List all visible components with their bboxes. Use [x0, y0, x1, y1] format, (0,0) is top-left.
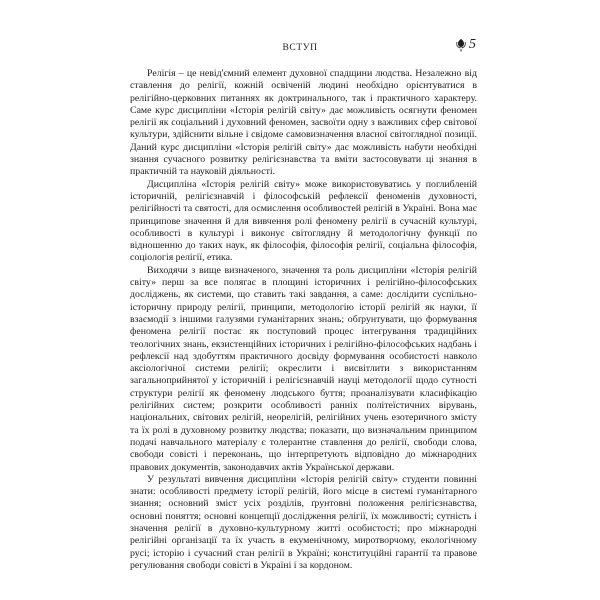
page-number: 5: [469, 37, 476, 52]
paragraph-1: Релігія – це невід'ємний елемент духовної спадщини людства. Незалежно від ставлення до релігії, кожній освіченій людині необхідно орієнтуватися в релігійно-церковних питаннях як доктринального, так і практичного характеру. Саме курс дисципліни «Історія релігій світу» дає можливість осягнути феномен релігії як соціальний і духовний феномен, засвоїти одну з важливих сфер світової культури, здійснити вільне і свідоме самовизначення власної світоглядної позиції. Даний курс дисципліни «Історія релігій світу» дає можливість набути необхідні знання сучасного розвитку релігієзнавства та вміти застосовувати ці знання в практичній та науковій діяльності.: [130, 68, 477, 178]
running-title: ВСТУП: [282, 43, 318, 53]
fleuron-icon: [455, 38, 467, 52]
page-number-block: [455, 37, 476, 53]
paragraph-2: Дисципліна «Історія релігій світу» може використовуватись у поглибленій історичній, релігієзнавчій і філософській рефлексії феноменів духовності, релігійності та святості, для осмислення особливостей релігій в Україні. Вона має принципове значення й для вивчення ролі феномену релігії в сучасній культурі, особливості в культурі і виконує світоглядну й методологічну функції по відношенню до таких наук, як філософія, філософія релігії, соціальна філософія, соціологія релігії, етика.: [130, 178, 477, 264]
body-text: [130, 68, 477, 572]
paragraph-3: Виходячи з вище визначеного, значення та роль дисципліни «Історія релігій світу» перш за все полягає в площині історичних і релігійно-філософських досліджень, як системи, що ставить такі завдання, а саме: дослідити суспільно-історичну природу релігії, принципи, методологію історії релігій як науки, її взаємодії з іншими галузями гуманітарних знань; обґрунтувати, що формування феномена релігії постає як поступовий процес інтегрування традиційних теологічних знань, екзистенційних історичних і релігійно-філософських надбань і рефлексії над здобуттям практичного досвіду формування особистості навколо аксіологічної системи релігії; окреслити і висвітлити з використанням загальноприйнятої у історичній і релігієзнавчій науці методології щодо сутності структури релігії як феномену людського буття; проаналізувати класифікацію релігійних систем; розкрити особливості ранніх політеїстичних вірувань, національних, світових релігій, неорелігій, релігійних учень езотеричного змісту та їх ролі в духовному розвитку людства; показати, що визначальним принципом подачі навчального матеріалу є толерантне ставлення до релігії, свободи слова, свободи совісті і переконань, що інтерпретують відповідно до міжнародних правових документів, законодавчих актів Української держави.: [130, 264, 477, 473]
paragraph-4: У результаті вивчення дисципліни «Історія релігій світу» студенти повинні знати: особливості предмету історії релігій, його місце в системі гуманітарного знання; основний зміст усіх розділів, ґрунтовні положення релігієзнавства, основні поняття; основні концепції дослідження релігії, їх можливості; сутність і значення релігії в духовно-культурному житті особистості; про міжнародні релігійні організації та їх участь в екуменічному, миротворчому, екологічному русі; історію і сучасний стан релігії в Україні; конституційні гарантії та правове регулювання свободи совісті в Україні і за кордоном.: [130, 473, 477, 571]
